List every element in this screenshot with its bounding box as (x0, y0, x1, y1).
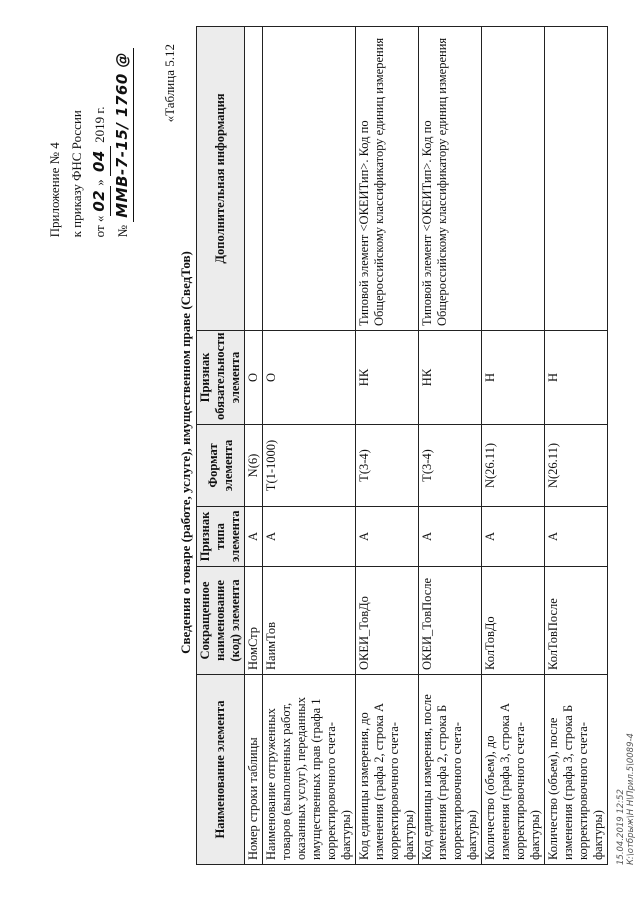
cell-type: А (356, 507, 419, 567)
cell-type: А (482, 507, 545, 567)
appendix-line: Приложение № 4 (47, 142, 62, 238)
order-number: ММВ-7-15/ 1760 @ (111, 48, 134, 222)
order-ref-line: к приказу ФНС России (69, 110, 84, 238)
cell-type: А (245, 507, 263, 567)
cell-type: А (263, 507, 356, 567)
cell-format: N(26.11) (545, 425, 608, 507)
order-header (44, 48, 134, 237)
table-number: «Таблица 5.12 (162, 44, 177, 123)
table-row (356, 27, 419, 865)
cell-req: НК (419, 331, 482, 425)
table-row (419, 27, 482, 865)
table-caption: Сведения о товаре (работе, услуге), имущественном праве (СведТов) (178, 251, 193, 654)
col-header: Формат элемента (197, 425, 245, 507)
cell-code: КолТовПосле (545, 567, 608, 675)
table-header-row (197, 27, 245, 865)
cell-name: Количество (объем), после изменения (графа 3, строка Б корректировочного счета-фактуры) (545, 675, 608, 865)
cell-name: Наименование отгруженных товаров (выполненных работ, оказанных услуг), переданных имущественных прав (графа 1 корректировочного счета-фактуры) (263, 675, 356, 865)
cell-name: Количество (объем), до изменения (графа 3, строка А корректировочного счета-фактуры) (482, 675, 545, 865)
cell-name: Код единицы измерения, после изменения (графа 2, строка Б корректировочного счета-фактуры) (419, 675, 482, 865)
cell-code: ОКЕИ_ТовПосле (419, 567, 482, 675)
cell-format: T(3-4) (356, 425, 419, 507)
cell-code: НаимТов (263, 567, 356, 675)
cell-info (482, 27, 545, 331)
cell-info: Типовой элемент <ОКЕИТип>. Код по Общероссийскому классификатору единиц измерения (419, 27, 482, 331)
cell-type: А (419, 507, 482, 567)
col-header: Признак типа элемента (197, 507, 245, 567)
cell-format: N(26.11) (482, 425, 545, 507)
cell-code: НомСтр (245, 567, 263, 675)
col-header: Дополнительная информация (197, 27, 245, 331)
cell-code: ОКЕИ_ТовДо (356, 567, 419, 675)
col-header: Сокращенное наименование (код) элемента (197, 567, 245, 675)
date-day: 02 (88, 186, 111, 216)
col-header: Наименование элемента (197, 675, 245, 865)
date-year: 2019 г. (92, 106, 107, 143)
element-table (196, 26, 608, 865)
cell-req: Н (545, 331, 608, 425)
cell-req: О (245, 331, 263, 425)
cell-code: КолТовДо (482, 567, 545, 675)
table-row (545, 27, 608, 865)
cell-req: Н (482, 331, 545, 425)
cell-format: T(1-1000) (263, 425, 356, 507)
cell-info: Типовой элемент <ОКЕИТип>. Код по Общероссийскому классификатору единиц измерения (356, 27, 419, 331)
date-month: 04 (88, 146, 111, 176)
cell-name: Номер строки таблицы (245, 675, 263, 865)
order-number-line: № ММВ-7-15/ 1760 @ (111, 48, 134, 237)
cell-info (545, 27, 608, 331)
cell-info (245, 27, 263, 331)
file-stamp: 15.04.2019 12:52 К:\отбрыж\Н Н\Прил.5\0089-4 (616, 733, 636, 865)
table-row (245, 27, 263, 865)
cell-format: N(6) (245, 425, 263, 507)
cell-name: Код единицы измерения, до изменения (графа 2, строка А корректировочного счета-фактуры) (356, 675, 419, 865)
cell-info (263, 27, 356, 331)
col-header: Признак обязательности элемента (197, 331, 245, 425)
cell-req: НК (356, 331, 419, 425)
order-date-line: от «02» 04 2019 г. (88, 48, 111, 237)
cell-req: О (263, 331, 356, 425)
cell-type: А (545, 507, 608, 567)
table-row (263, 27, 356, 865)
table-row (482, 27, 545, 865)
cell-format: T(3-4) (419, 425, 482, 507)
